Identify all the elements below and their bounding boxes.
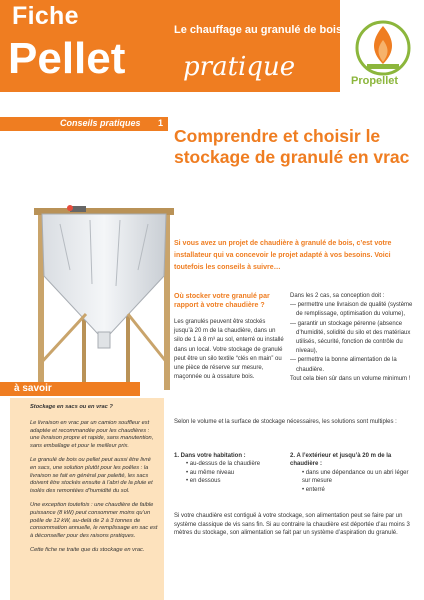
conception-closing: Tout cela bien sûr dans un volume minimum ! <box>290 375 411 382</box>
header-pellet: Pellet <box>8 34 126 83</box>
savoir-content <box>30 404 158 561</box>
option-item: • au-dessus de la chaudière <box>186 461 261 468</box>
option-item: • en dessous <box>186 478 221 485</box>
conception-item: — garantir un stockage pérenne (absence d’humidité, solidité du silo et des matériaux utilisés, sécurité, fonction de contrôle du niveau), <box>290 320 411 355</box>
savoir-paragraph: Le livraison en vrac par un camion souffleur est adaptée et recommandée pour les chaudières : une livraison propre et rapide, sans manutention, sans emballage et pour le meilleur prix. <box>30 419 154 450</box>
intro-text: Si vous avez un projet de chaudière à granulé de bois, c’est votre installateur qui va concevoir le projet adapté à vos besoins. Voici toutefois les conseils à suivre… <box>174 240 392 271</box>
header-fiche: Fiche <box>12 2 79 30</box>
conception-lead: Dans les 2 cas, sa conception doit : <box>290 293 385 299</box>
question-body: Les granulés peuvent être stockés jusqu’à 20 m de la chaudière, dans un silo de 1 à 8 m³ au sol, enterré ou installé dans un local. Votre stockage de granulé peut être un silo textile “clés en main” ou une pièce de réserve sur mesure, maçonnée ou à ossature bois. <box>174 319 284 381</box>
savoir-subtitle: Stockage en sacs ou en vrac ? <box>30 404 113 410</box>
header-subtitle: Le chauffage au granulé de bois <box>174 24 343 36</box>
option-title: 1. Dans votre habitation : <box>174 453 246 459</box>
option-item: • dans une dépendance ou un abri léger sur mesure <box>302 469 409 485</box>
volume-intro: Selon le volume et la surface de stockage nécessaires, les solutions sont multiples : <box>174 419 397 425</box>
conception-block <box>290 292 414 384</box>
option-item: • enterré <box>302 486 325 493</box>
savoir-paragraph: Cette fiche ne traite que du stockage en vrac. <box>30 546 145 553</box>
brand-name: Propellet <box>351 75 399 87</box>
page-title: Comprendre et choisir le stockage de granulé en vrac <box>174 126 410 167</box>
conception-item: — permettre une livraison de qualité (système de remplissage, optimisation du volume), <box>290 302 413 318</box>
conception-item: — permettre la bonne alimentation de la chaudière. <box>290 357 397 373</box>
option-item: • au même niveau <box>186 469 235 476</box>
option-habitation <box>174 452 284 486</box>
option-title: 2. A l’extérieur et jusqu’à 20 m de la chaudière : <box>290 453 392 468</box>
section-label: Conseils pratiques <box>60 118 141 128</box>
section-number: 1 <box>158 118 164 128</box>
final-paragraph: Si votre chaudière est contiguë à votre stockage, son alimentation peut se faire par un système classique de vis sans fin. Si au contraire la chaudière est déportée d’au moins 3 mètres du stockage, son alimentation se fait par un système d’aspiration du granulé. <box>174 513 410 537</box>
savoir-paragraph: Une exception toutefois : une chaudière de faible puissance (8 kW) peut consommer moins qu’un poêle de 12 kW, au-delà de 2 à 3 tonnes de consommation annuelle, le remplissage en sac est à déconseiller pour des raisons pratiques. <box>30 501 158 540</box>
savoir-paragraph: Le granulé de bois ou pellet peut aussi être livré en sacs, une solution plutôt pour les poêles : la livraison se fait en général par paletté, les sacs doivent être stockés ensuite à l’abri de la pluie et isolés des remontées d’humidité du sol. <box>30 456 153 495</box>
header-pratique: pratique <box>183 52 296 82</box>
savoir-label: à savoir <box>14 383 52 394</box>
question-title: Où stocker votre granulé par rapport à votre chaudière ? <box>174 293 270 309</box>
textile-silo-illustration <box>30 184 178 392</box>
option-exterieur <box>290 452 414 494</box>
